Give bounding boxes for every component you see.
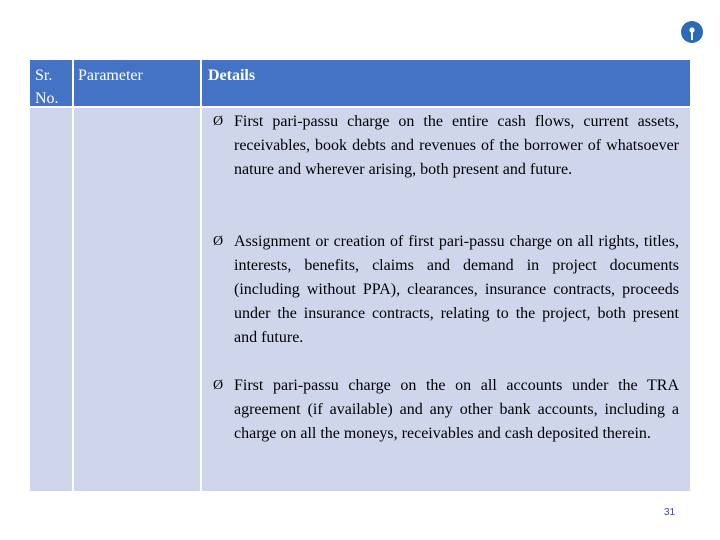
parameter-cell	[74, 108, 200, 491]
header-parameter: Parameter	[74, 60, 200, 106]
list-item-text: First pari-passu charge on the on all accounts under the TRA agreement (if available) and any other bank accounts, including a charge on all the moneys, receivables and cash deposited therein.	[234, 377, 679, 442]
details-cell	[202, 108, 690, 491]
bank-logo-icon	[680, 20, 704, 44]
list-item	[213, 374, 679, 446]
header-details: Details	[202, 60, 690, 106]
list-item-text: Assignment or creation of first pari-passu charge on all rights, titles, interests, benefits, claims and demand in project documents (including without PPA), clearances, insurance contracts, proceeds under the insurance contracts, relating to the project, both present and future.	[234, 233, 679, 346]
header-sr-no: Sr. No.	[30, 60, 72, 106]
list-item-text: First pari-passu charge on the entire cash flows, current assets, receivables, book debts and revenues of the borrower of whatsoever nature and wherever arising, both present and future.	[234, 113, 679, 178]
arrow-bullet-icon: Ø	[213, 378, 224, 393]
arrow-bullet-icon: Ø	[213, 234, 224, 249]
sr-no-cell	[30, 108, 72, 491]
list-item	[213, 110, 679, 182]
page-number: 31	[664, 507, 676, 518]
security-details-table	[30, 60, 690, 491]
list-item	[213, 230, 679, 350]
arrow-bullet-icon: Ø	[213, 114, 224, 129]
